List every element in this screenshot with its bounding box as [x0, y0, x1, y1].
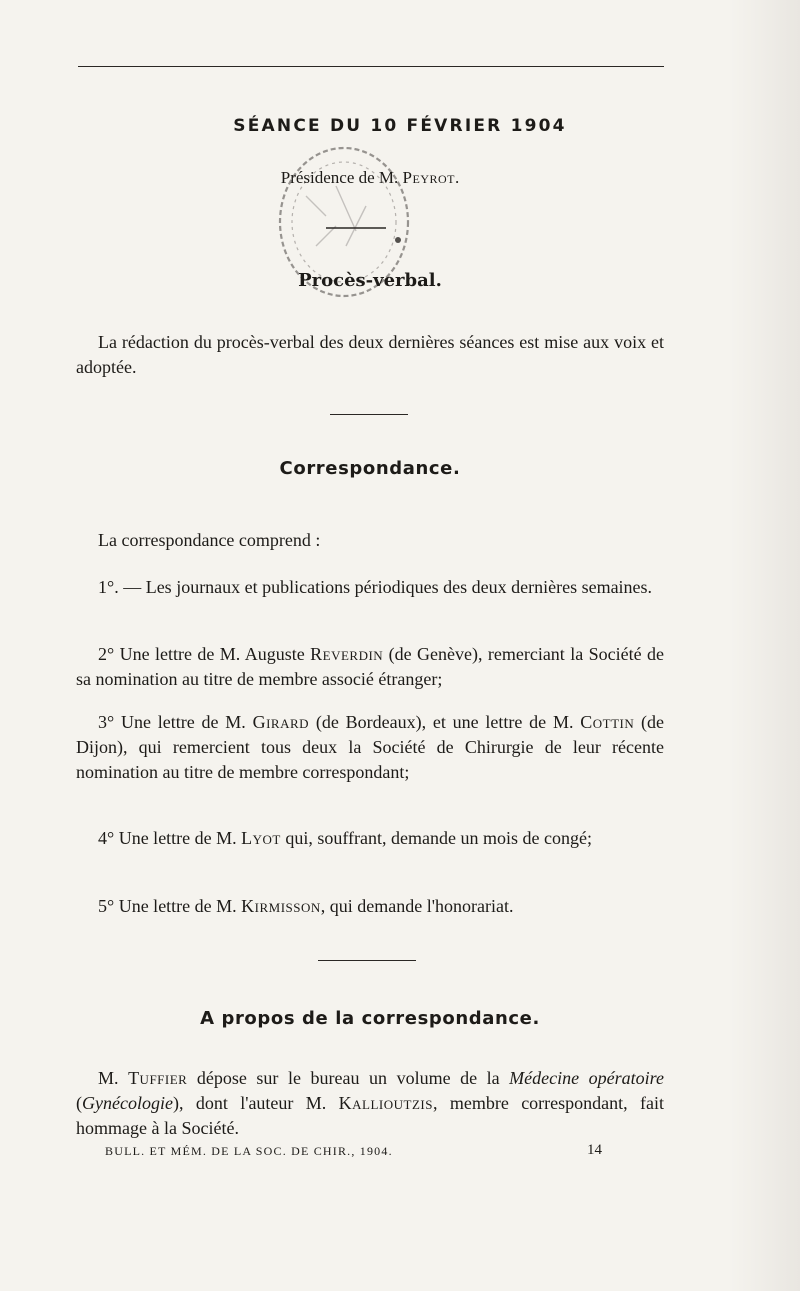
- section-divider: [330, 414, 408, 415]
- item-2-text-a: 2° Une lettre de M. Auguste: [98, 644, 311, 664]
- a-propos-name-2: Kallioutzis: [338, 1093, 433, 1113]
- item-5-text-a: 5° Une lettre de M.: [98, 896, 242, 916]
- proces-verbal-heading: Procès-verbal.: [298, 270, 442, 291]
- item-3-name-2: Cottin: [580, 712, 635, 732]
- a-propos-heading: A propos de la correspondance.: [200, 1008, 540, 1029]
- item-3-text-b: (de Bordeaux), et une lettre de M.: [309, 712, 581, 732]
- page-edge-shadow: [730, 0, 800, 1291]
- item-4-text-a: 4° Une lettre de M.: [98, 828, 242, 848]
- item-2-text-b: (de Genève), remerciant la Société de sa nomination au titre de membre associé étranger;: [76, 644, 664, 689]
- correspondance-item-4: [76, 826, 664, 851]
- item-3-text-c: (de Dijon), qui remercient tous deux la Société de Chirurgie de leur récente nomination au titre de membre correspondant;: [76, 712, 665, 782]
- item-5-text-b: , qui demande l'honorariat.: [320, 896, 514, 916]
- item-2-name: Reverdin: [310, 644, 384, 664]
- correspondance-item-5: [76, 894, 664, 919]
- a-propos-italic-2: Gynécologie: [82, 1093, 173, 1113]
- a-propos-text-c: (: [76, 1093, 82, 1113]
- a-propos-text-d: ), dont l'auteur M.: [172, 1093, 339, 1113]
- presidence-line: [0, 168, 740, 188]
- presidence-suffix: .: [455, 168, 460, 187]
- item-4-name: Lyot: [241, 828, 281, 848]
- item-4-text-b: qui, souffrant, demande un mois de congé;: [280, 828, 592, 848]
- item-5-name: Kirmisson: [241, 896, 321, 916]
- a-propos-italic-1: Médecine opératoire: [509, 1068, 664, 1088]
- correspondance-intro: La correspondance comprend :: [98, 530, 321, 550]
- section-divider: [318, 960, 416, 961]
- a-propos-text: [76, 1066, 664, 1141]
- item-3-name-1: Girard: [252, 712, 310, 732]
- a-propos-name-1: Tuffier: [128, 1068, 188, 1088]
- a-propos-text-b: dépose sur le bureau un volume de la: [187, 1068, 510, 1088]
- item-3-text-a: 3° Une lettre de M.: [98, 712, 253, 732]
- running-footer: BULL. ET MÉM. DE LA SOC. DE CHIR., 1904.: [105, 1144, 393, 1158]
- correspondance-heading: Correspondance.: [279, 458, 461, 479]
- presidence-prefix: Présidence de M.: [280, 168, 403, 187]
- a-propos-text-e: , membre correspondant, fait hommage à la Société.: [76, 1093, 665, 1138]
- page-number: 14: [587, 1142, 602, 1158]
- president-name: Peyrot: [402, 168, 455, 187]
- a-propos-text-a: M.: [98, 1068, 129, 1088]
- correspondance-item-1: 1°. — Les journaux et publications périodiques des deux dernières semaines.: [98, 577, 653, 597]
- correspondance-item-2: [76, 642, 664, 692]
- proces-verbal-text: La rédaction du procès-verbal des deux dernières séances est mise aux voix et adoptée.: [76, 332, 664, 377]
- session-title: SÉANCE DU 10 FÉVRIER 1904: [233, 116, 567, 136]
- top-rule: [78, 66, 664, 67]
- correspondance-item-3: [76, 710, 664, 785]
